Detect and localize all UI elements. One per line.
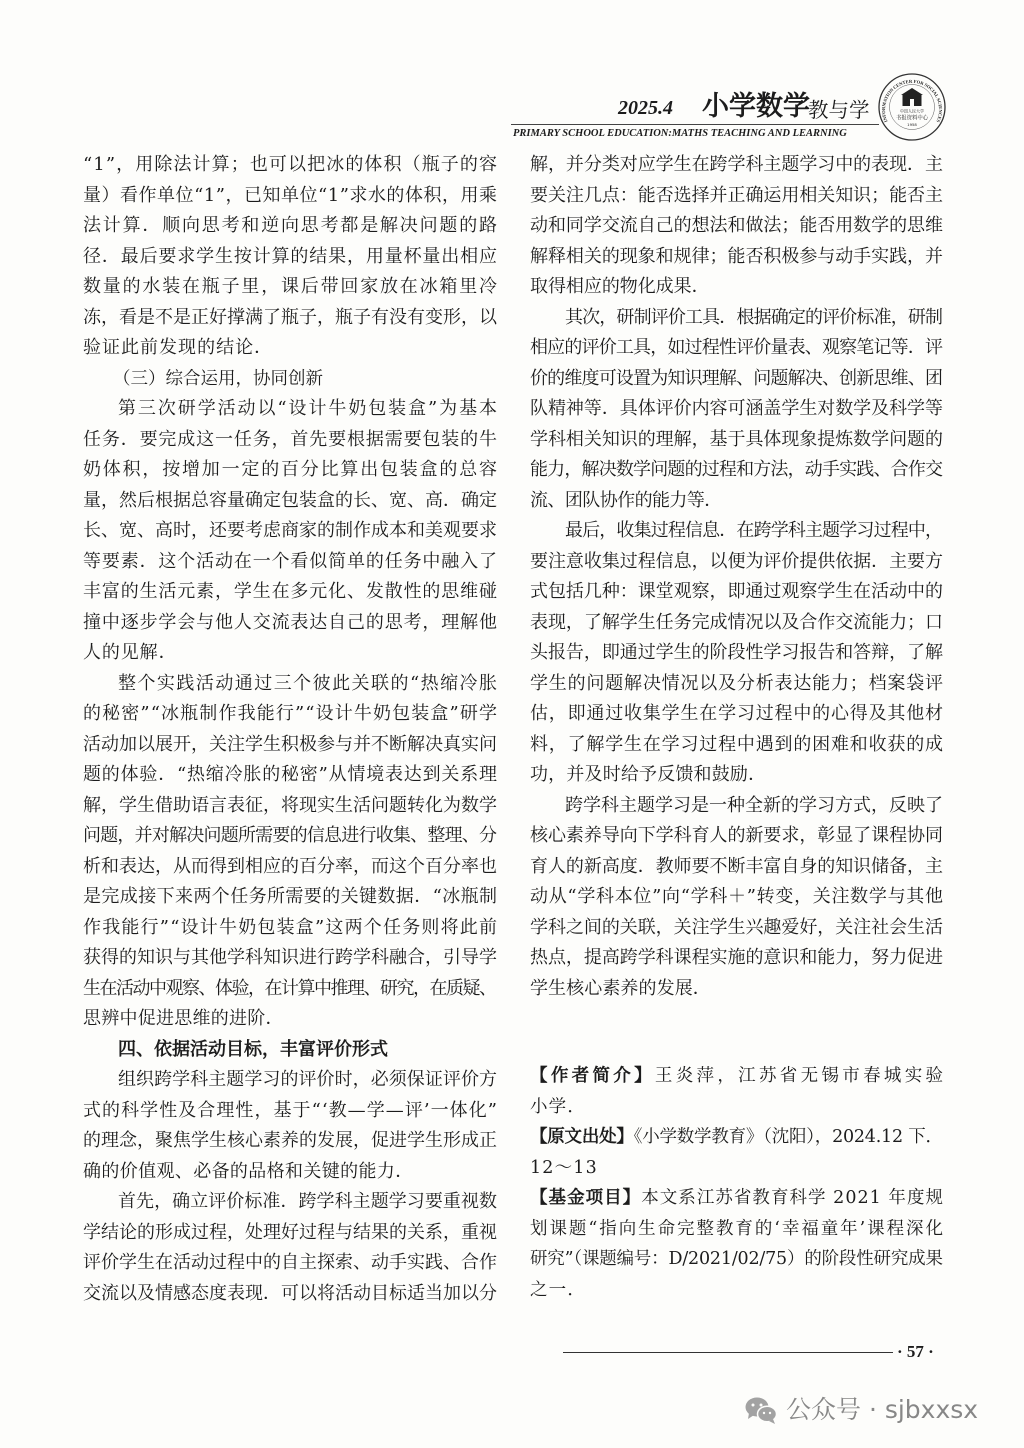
text-line: 活动加以展开，关注学生积极参与并不断解决真实问 — [83, 733, 497, 755]
right-column — [530, 150, 943, 1004]
text-line: 学生核心素养的发展． — [530, 977, 711, 999]
text-line: 解释相关的现象和规律；能否积极参与动手实践，并 — [530, 245, 943, 267]
text-line: 的秘密”“冰瓶制作我能行”“设计牛奶包装盒”研学 — [83, 703, 499, 724]
paragraph — [530, 150, 943, 303]
source-note-label: 【原文出处】 — [530, 1127, 634, 1147]
text-line: 价的维度可设置为知识理解、问题解决、创新思维、团 — [530, 367, 943, 389]
text-line: 估，即通过收集学生在学习过程中的心得及其他材 — [530, 703, 944, 724]
text-line: 的理念，聚焦学生核心素养的发展，促进学生形成正 — [83, 1130, 497, 1151]
text-line: 量）看作单位“1”，已知单位“1”求水的体积，用乘 — [83, 184, 498, 206]
author-note-cont: 小学． — [530, 1096, 587, 1117]
text-line: 获得的知识与其他学科知识进行跨学科融合，引导学 — [83, 947, 497, 968]
fund-note-cont: 之一． — [530, 1279, 587, 1300]
text-line: 取得相应的物化成果． — [530, 276, 710, 297]
wechat-icon — [744, 1395, 778, 1425]
seal-inner-mid: 书报资料中心 — [895, 115, 929, 122]
text-line: 奶体积，按增加一定的百分比算出包装盒的总容 — [83, 459, 499, 480]
issue-number: 2025.4 — [618, 97, 673, 119]
text-line: 作我能行”“设计牛奶包装盒”这两个任务则将此前 — [83, 916, 499, 938]
text-line: 学科相关知识的理解，基于具体现象提炼数学问题的 — [530, 428, 943, 450]
footer-rule — [563, 1352, 893, 1353]
text-line: 丰富的生活元素，学生在多元化、发散性的思维碰 — [83, 581, 498, 602]
text-line: 核心素养导向下学科育人的新要求，彰显了课程协同 — [530, 825, 943, 846]
paragraph — [530, 516, 943, 791]
text-line: 冻，看是不是正好撑满了瓶子，瓶子有没有变形，以 — [83, 306, 497, 328]
text-line: 要关注几点：能否选择并正确运用相关知识；能否主 — [530, 184, 943, 206]
text-line: 解，并分类对应学生在跨学科主题学习中的表现．主 — [530, 154, 943, 175]
text-line: 学生的问题解决情况以及分析表达能力；档案袋评 — [530, 672, 944, 694]
source-note-cont: 12～13 — [530, 1157, 598, 1178]
publisher-seal-logo — [877, 72, 947, 142]
paragraph — [83, 1065, 497, 1187]
paragraph — [83, 1187, 497, 1309]
author-note-label: 【作者简介】 — [530, 1066, 655, 1086]
header-rule — [511, 124, 879, 125]
seal-inner-top: 中国人民大学 — [900, 108, 924, 114]
text-line: 料，了解学生在学习过程中遇到的困难和收获的成 — [530, 733, 944, 755]
text-line: 确的价值观、必备的品格和关键的能力． — [83, 1160, 414, 1182]
fund-note — [530, 1183, 943, 1214]
text-line: 长、宽、高时，还要考虑商家的制作成本和美观要求 — [83, 520, 497, 541]
paragraph — [530, 791, 943, 1005]
text-line: 能力，解决数学问题的过程和方法，动手实践、合作交 — [530, 459, 943, 480]
text-line: 动和同学交流自己的想法和做法；能否用数学的思维 — [530, 215, 943, 236]
text-line: 动从“学科本位”向“学科＋”转变，关注数学与其他 — [530, 886, 944, 907]
text-line: 数量的水装在瓶子里，课后带回家放在冰箱里冷 — [83, 276, 499, 297]
left-column — [83, 150, 497, 1309]
paragraph — [83, 394, 497, 669]
source-note — [530, 1122, 943, 1153]
author-note — [530, 1061, 947, 1092]
text-line: 跨学科主题学习是一种全新的学习方式，反映了 — [565, 794, 943, 816]
text-line: 整个实践活动通过三个彼此关联的“热缩冷胀 — [118, 672, 499, 694]
text-line: 相应的评价工具，如过程性评价量表、观察笔记等．评 — [530, 337, 943, 358]
text-line: 第三次研学活动以“设计牛奶包装盒”为基本 — [118, 398, 499, 419]
text-line: 解，学生借助语言表征，将现实生活问题转化为数学 — [83, 794, 497, 816]
text-line: 交流以及情感态度表现．可以将活动目标适当加以分 — [83, 1282, 497, 1304]
text-line: 表现，了解学生任务完成情况以及合作交流能力；口 — [530, 611, 943, 633]
paragraph — [83, 150, 497, 364]
fund-note-text: 本文系江苏省教育科学 2021 年度规 — [641, 1188, 945, 1208]
article-notes — [530, 1061, 947, 1305]
page-number: · 57 · — [897, 1342, 934, 1361]
text-line: 题的体验．“热缩冷胀的秘密”从情境表达到关系理 — [83, 764, 498, 785]
paragraph — [530, 303, 943, 517]
text-line: 式的科学性及合理性，基于“‘教—学—评’一体化” — [83, 1099, 499, 1121]
text-line: 功，并及时给予反馈和鼓励． — [530, 764, 767, 785]
section-heading: 四、依据活动目标，丰富评价形式 — [118, 1038, 388, 1060]
journal-subtitle: 教与学 — [808, 98, 870, 122]
text-line: 生在活动中观察、体验，在计算中推理、研究，在质疑、 — [83, 977, 496, 999]
text-line: 热点，提高跨学科课程实施的意识和能力，努力促进 — [530, 947, 943, 968]
paragraph — [83, 669, 497, 1035]
journal-title: 小学数学 — [702, 91, 810, 122]
text-line: 析和表达，从而得到相应的百分率，而这个百分率也 — [83, 855, 497, 877]
text-line: 评价学生在活动过程中的自主探索、动手实践、合作 — [83, 1252, 497, 1273]
text-line: 最后，收集过程信息．在跨学科主题学习过程中， — [565, 520, 943, 541]
text-line: 学结论的形成过程，处理好过程与结果的关系，重视 — [83, 1221, 497, 1243]
text-line: 流、团队协作的能力等． — [530, 489, 722, 511]
watermark-text: 公众号 · sjbxxsx — [786, 1395, 979, 1424]
text-line: 其次，研制评价工具．根据确定的评价标准，研制 — [565, 306, 943, 328]
text-line: 学科之间的关联，关注学生兴趣爱好，关注社会生活 — [530, 916, 943, 938]
source-note-text: 《小学数学教育》（沈阳），2024.12 下． — [633, 1127, 943, 1147]
text-line: 问题，并对解决问题所需要的信息进行收集、整理、分 — [83, 825, 497, 846]
text-line: 任务．要完成这一任务，首先要根据需要包装的牛 — [83, 428, 498, 450]
text-line: 等要素．这个活动在一个看似简单的任务中融入了 — [83, 550, 498, 572]
text-line: 思辨中促进思维的进阶． — [83, 1008, 284, 1029]
text-line: 量，然后根据总容量确定包装盒的长、宽、高．确定 — [83, 489, 497, 511]
author-note-text: 王炎萍，江苏省无锡市春城实验 — [654, 1066, 947, 1086]
text-line: 组织跨学科主题学习的评价时，必须保证评价方 — [118, 1069, 498, 1090]
journal-english-title: PRIMARY SCHOOL EDUCATION:MATHS TEACHING AND LEARNING — [513, 128, 847, 139]
text-line: 育人的新高度．教师要不断丰富自身的知识储备，主 — [530, 855, 943, 877]
text-line: “1”，用除法计算；也可以把冰的体积（瓶子的容 — [83, 154, 499, 175]
text-line: 要注意收集过程信息，以便为评价提供依据．主要方 — [530, 550, 943, 572]
fund-note-cont: 划课题“指向生命完整教育的‘幸福童年’课程深化 — [530, 1218, 945, 1239]
seal-ring-text: INFORMATION CENTER FOR SOCIAL SCIENCES — [880, 78, 944, 124]
text-line: 人的见解． — [83, 642, 178, 663]
text-line: 径．最后要求学生按计算的结果，用量杯量出相应 — [83, 245, 498, 267]
text-line: 式包括几种：课堂观察，即通过观察学生在活动中的 — [530, 581, 943, 602]
text-line: 法计算．顺向思考和逆向思考都是解决问题的路 — [83, 215, 499, 236]
text-line: 头报告，即通过学生的阶段性学习报告和答辩，了解 — [530, 642, 943, 663]
fund-note-label: 【基金项目】 — [530, 1188, 642, 1208]
text-line: 首先，确立评价标准．跨学科主题学习要重视数 — [118, 1191, 498, 1212]
text-line: 验证此前发现的结论． — [83, 337, 274, 358]
text-line: 队精神等．具体评价内容可涵盖学生对数学及科学等 — [530, 398, 943, 419]
seal-building-icon — [901, 88, 923, 95]
text-line: 撞中逐步学会与他人交流表达自己的思考，理解他 — [83, 611, 498, 633]
text-line: 是完成接下来两个任务所需要的关键数据．“冰瓶制 — [83, 886, 498, 907]
seal-year: 1958 — [907, 122, 917, 127]
fund-note-cont: 研究”（课题编号：D/2021/02/75）的阶段性研究成果 — [530, 1249, 943, 1269]
section-heading: （三）综合运用，协同创新 — [113, 368, 323, 389]
